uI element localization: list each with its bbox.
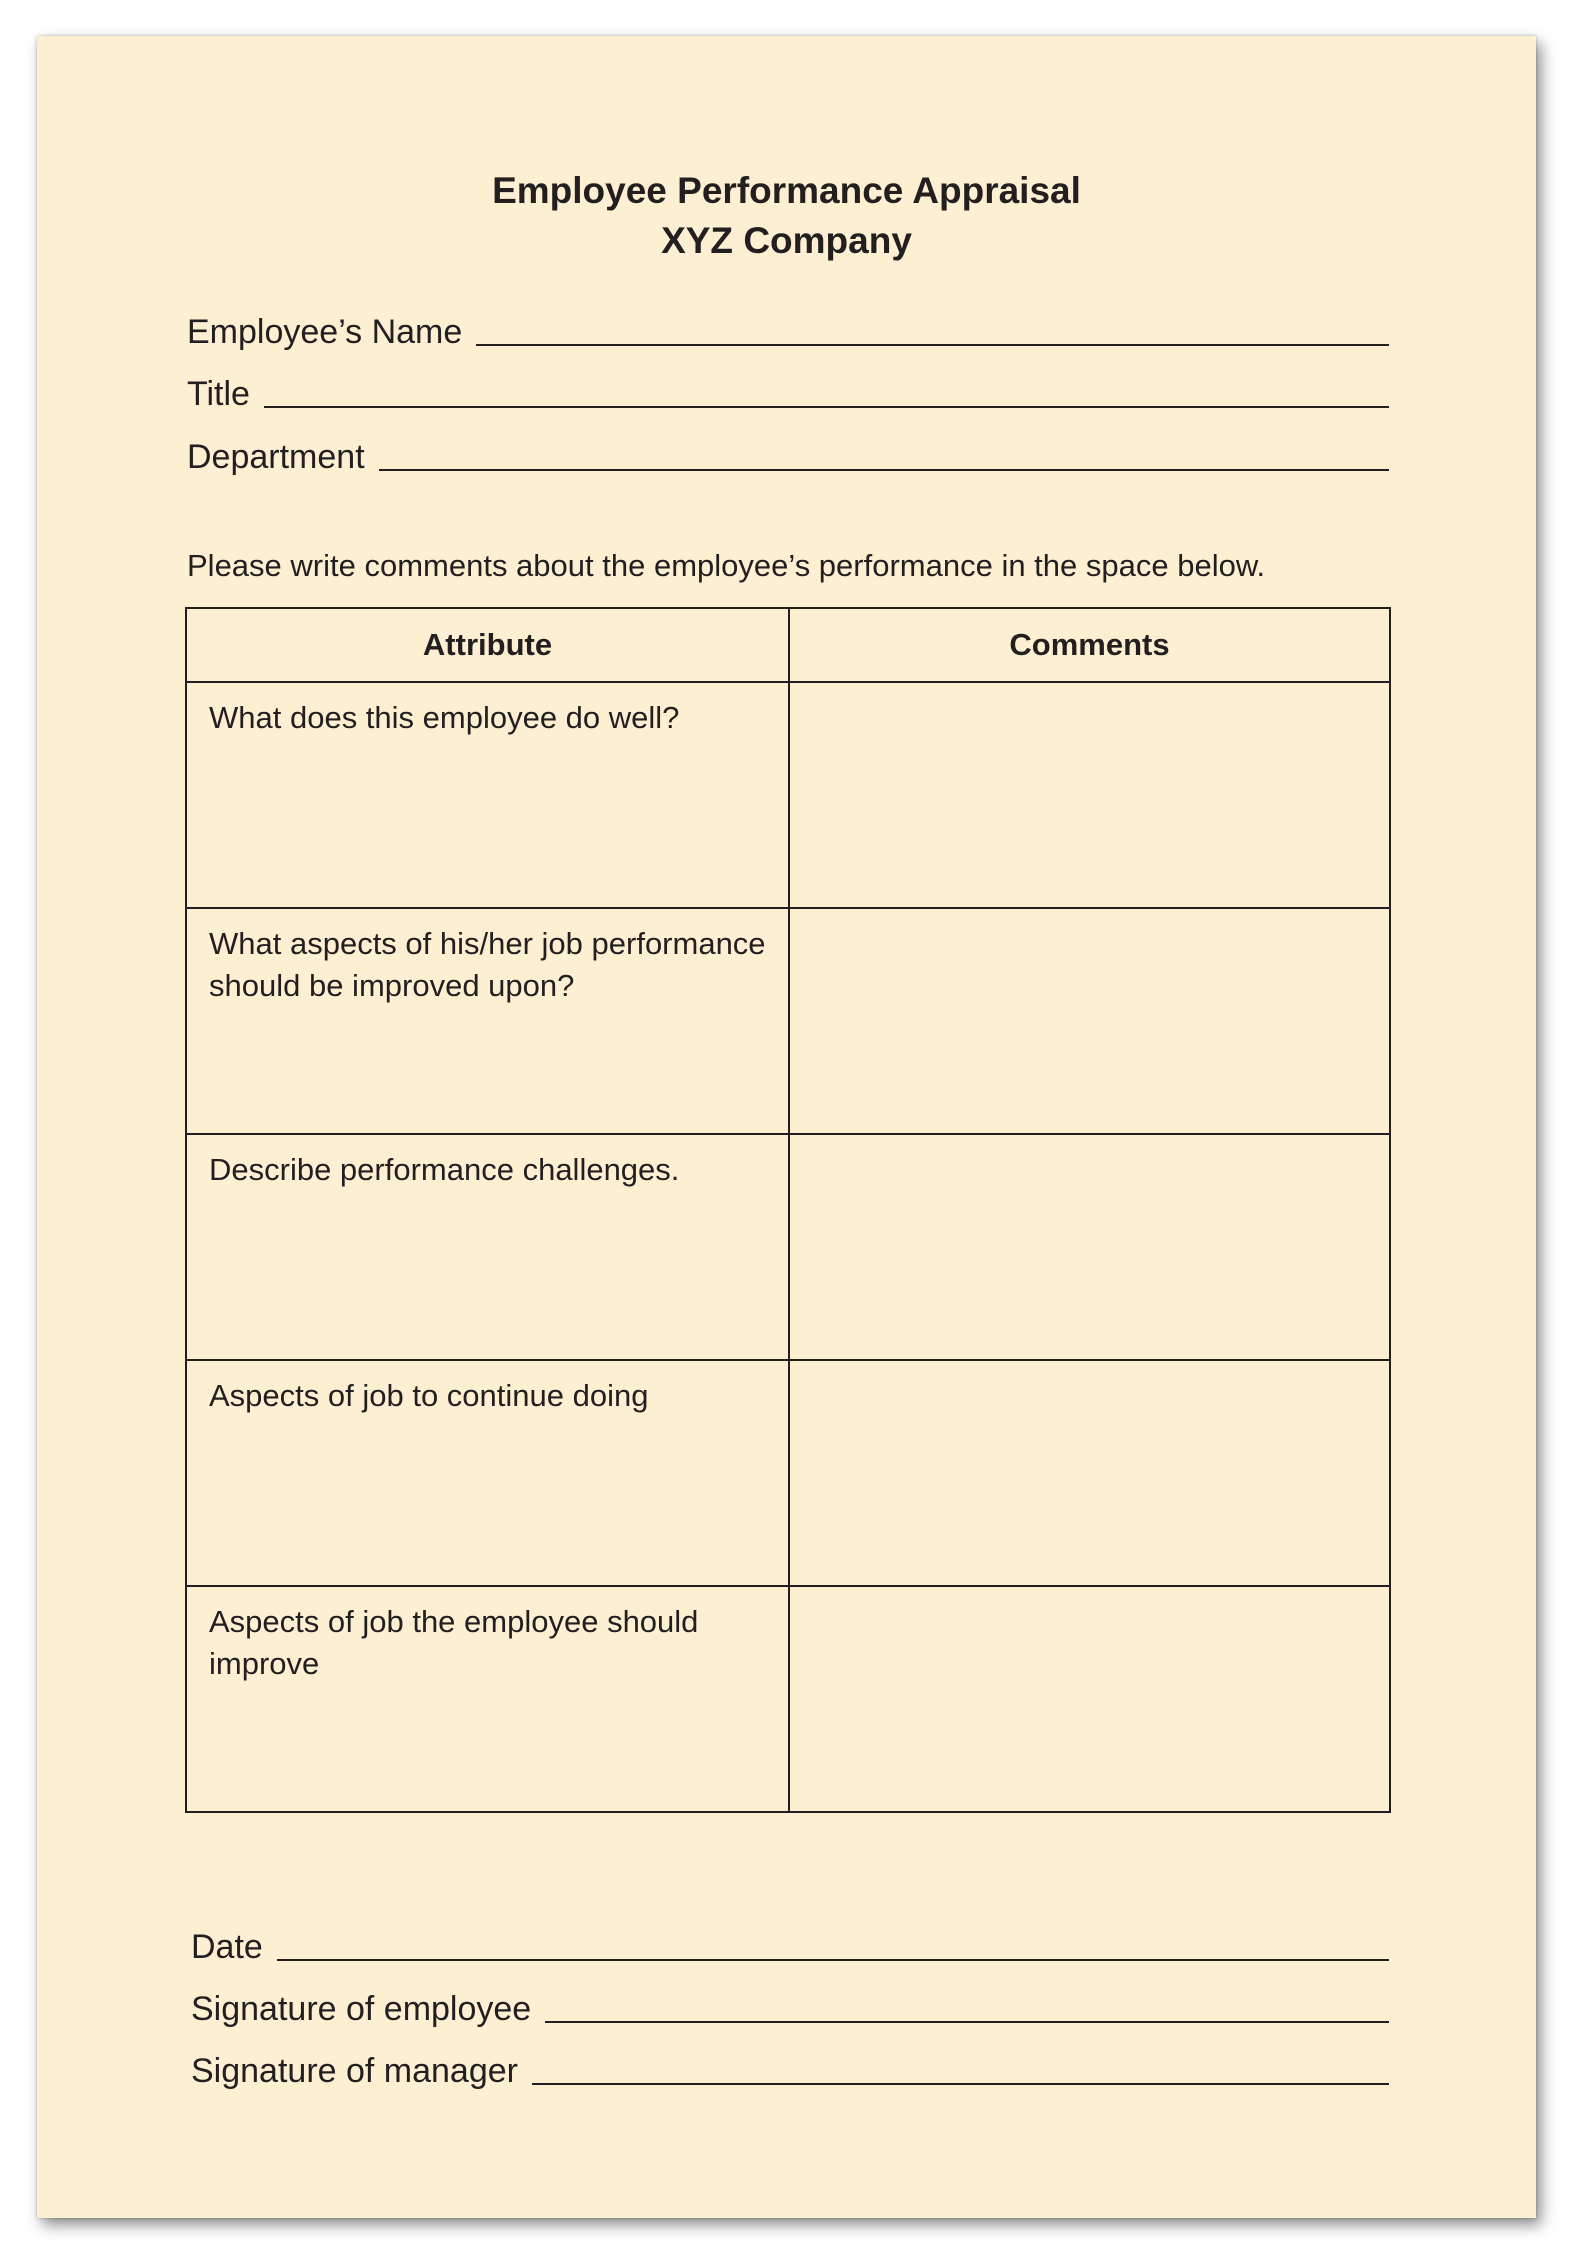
attribute-cell: Describe performance challenges. [186,1134,789,1360]
comment-cell[interactable] [789,1134,1390,1360]
employee-signature-field[interactable] [191,1989,1389,2029]
comment-cell[interactable] [789,1586,1390,1812]
date-field[interactable] [191,1927,1389,1967]
manager-signature-line[interactable] [532,2081,1389,2085]
title-label: Title [187,375,250,413]
table-row [186,1586,1390,1812]
attribute-column-header: Attribute [186,608,789,682]
employee-signature-line[interactable] [545,2019,1389,2023]
comment-cell[interactable] [789,1360,1390,1586]
appraisal-table [185,607,1391,1813]
employee-name-label: Employee’s Name [187,313,463,351]
date-line[interactable] [277,1957,1389,1961]
title-line[interactable] [264,404,1389,408]
manager-signature-field[interactable] [191,2051,1389,2091]
attribute-cell: What aspects of his/her job performance should be improved upon? [186,908,789,1134]
department-field[interactable] [187,437,1389,477]
table-row [186,1360,1390,1586]
department-line[interactable] [379,467,1389,471]
attribute-cell: What does this employee do well? [186,682,789,908]
manager-signature-label: Signature of manager [191,2052,518,2090]
appraisal-form-sheet [37,36,1536,2218]
table-header-row [186,608,1390,682]
attribute-cell: Aspects of job the employee should improve [186,1586,789,1812]
comment-cell[interactable] [789,682,1390,908]
table-row [186,1134,1390,1360]
department-label: Department [187,438,365,476]
company-name: XYZ Company [661,220,912,261]
date-label: Date [191,1928,263,1966]
employee-signature-label: Signature of employee [191,1990,532,2028]
table-row [186,908,1390,1134]
table-row [186,682,1390,908]
attribute-cell: Aspects of job to continue doing [186,1360,789,1586]
title-field[interactable] [187,374,1389,414]
comments-column-header: Comments [789,608,1390,682]
form-title: Employee Performance Appraisal [492,170,1081,211]
comment-cell[interactable] [789,908,1390,1134]
employee-name-line[interactable] [476,342,1389,346]
instructions-text: Please write comments about the employee’s performance in the space below. [187,548,1266,583]
employee-name-field[interactable] [187,312,1389,352]
